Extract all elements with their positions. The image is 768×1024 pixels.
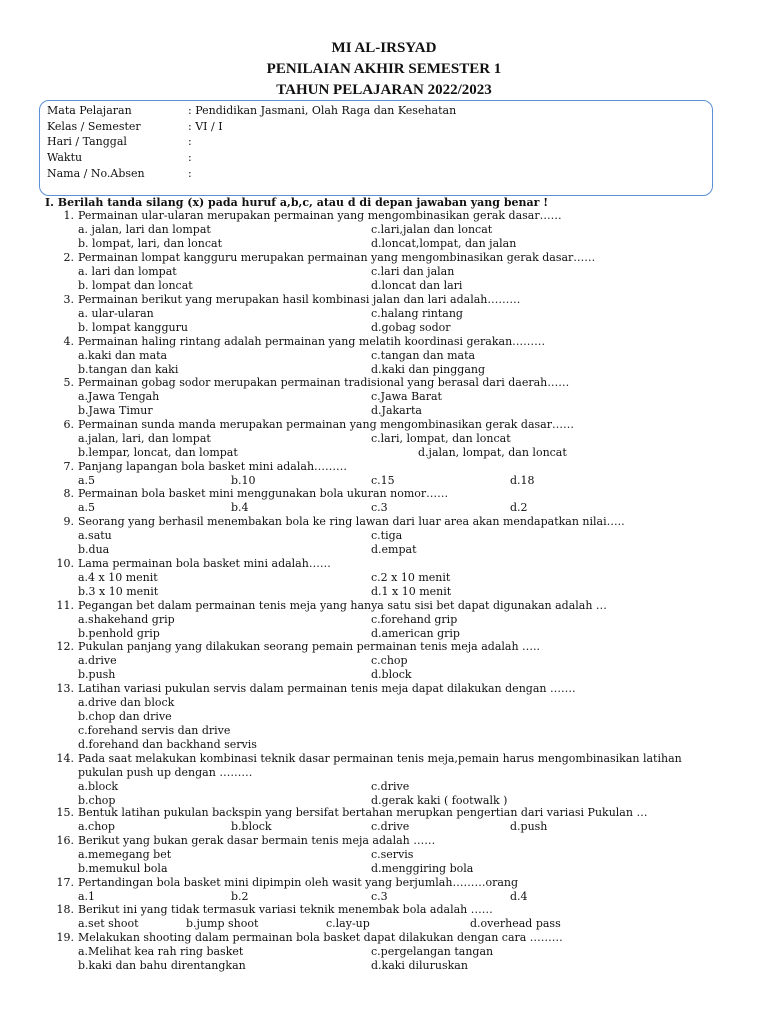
question-text: Permainan ular-ularan merupakan permainan yang mengombinasikan gerak dasar…… (78, 209, 562, 222)
answer-option: b.10 (231, 474, 256, 487)
question-item (0, 515, 768, 529)
answer-option: b.kaki dan bahu direntangkan (78, 959, 246, 972)
question-number: 17. (56, 876, 74, 889)
answer-option: d.gerak kaki ( footwalk ) (371, 794, 508, 807)
info-label: Mata Pelajaran (47, 104, 132, 117)
question-text: Berikut ini yang tidak termasuk variasi teknik menembak bola adalah …… (78, 903, 493, 916)
answer-option: c.halang rintang (371, 307, 463, 320)
answer-option: d.overhead pass (470, 917, 561, 930)
question-text: Permainan sunda manda merupakan permainan yang mengombinasikan gerak dasar…… (78, 418, 574, 431)
info-label: Nama / No.Absen (47, 167, 145, 180)
answer-option: d.2 (510, 501, 528, 514)
answer-option: a.jalan, lari, dan lompat (78, 432, 211, 445)
answer-option: a.drive (78, 654, 117, 667)
answer-option: a.5 (78, 474, 96, 487)
answer-option: b.3 x 10 menit (78, 585, 159, 598)
question-text: Pertandingan bola basket mini dipimpin oleh wasit yang berjumlah………orang (78, 876, 519, 889)
question-text: Pada saat melakukan kombinasi teknik dasar permainan tenis meja,pemain harus mengombinasikan latihan (78, 752, 682, 765)
question-text: Permainan haling rintang adalah permainan yang melatih koordinasi gerakan……… (78, 335, 546, 348)
answer-option: b.penhold grip (78, 627, 160, 640)
answer-option: c.drive (371, 820, 410, 833)
question-text: Melakukan shooting dalam permainan bola basket dapat dilakukan dengan cara ……… (78, 931, 563, 944)
answer-option: d.loncat,lompat, dan jalan (371, 237, 517, 250)
question-text: Permainan lompat kangguru merupakan permainan yang mengombinasikan gerak dasar…… (78, 251, 596, 264)
question-number: 4. (63, 335, 74, 348)
question-number: 11. (56, 599, 74, 612)
question-item (0, 752, 768, 766)
answer-option: b.jump shoot (186, 917, 259, 930)
answer-option: a.drive dan block (78, 696, 175, 709)
answer-option: d.kaki diluruskan (371, 959, 468, 972)
answer-option: a.chop (78, 820, 115, 833)
question-text: Latihan variasi pukulan servis dalam permainan tenis meja dapat dilakukan dengan ……. (78, 682, 576, 695)
info-value: : VI / I (188, 120, 223, 133)
question-item (0, 931, 768, 945)
question-text-continued: pukulan push up dengan ……… (78, 766, 253, 779)
answer-option: a.shakehand grip (78, 613, 175, 626)
question-text: Permainan gobag sodor merupakan permainan tradisional yang berasal dari daerah…… (78, 376, 570, 389)
answer-option: b.2 (231, 890, 249, 903)
answer-option: b.push (78, 668, 116, 681)
answer-option: c.forehand grip (371, 613, 458, 626)
answer-option: c.lari dan jalan (371, 265, 455, 278)
question-item (0, 487, 768, 501)
answer-option: c.pergelangan tangan (371, 945, 494, 958)
answer-option: d.forehand dan backhand servis (78, 738, 257, 751)
question-number: 15. (56, 806, 74, 819)
answer-option: b.chop dan drive (78, 710, 172, 723)
question-item (0, 682, 768, 696)
answer-option: c.forehand servis dan drive (78, 724, 231, 737)
question-number: 12. (56, 640, 74, 653)
question-text: Berikut yang bukan gerak dasar bermain tenis meja adalah …… (78, 834, 436, 847)
question-number: 1. (63, 209, 74, 222)
answer-option: b.block (231, 820, 272, 833)
question-number: 6. (63, 418, 74, 431)
answer-option: b.tangan dan kaki (78, 363, 179, 376)
question-number: 5. (63, 376, 74, 389)
question-item (0, 209, 768, 223)
answer-option: d.menggiring bola (371, 862, 474, 875)
answer-option: c.tiga (371, 529, 403, 542)
question-number: 16. (56, 834, 74, 847)
answer-option: d.jalan, lompat, dan loncat (418, 446, 567, 459)
section-instruction: I. Berilah tanda silang (x) pada huruf a,b,c, atau d di depan jawaban yang benar ! (45, 196, 549, 209)
answer-option: b.lempar, loncat, dan lompat (78, 446, 238, 459)
answer-option: c.15 (371, 474, 395, 487)
question-text: Permainan bola basket mini menggunakan bola ukuran nomor…… (78, 487, 449, 500)
answer-option: c.chop (371, 654, 408, 667)
question-item (0, 640, 768, 654)
answer-option: d.18 (510, 474, 535, 487)
answer-option: b.Jawa Timur (78, 404, 153, 417)
question-item (0, 376, 768, 390)
answer-option: c.3 (371, 501, 388, 514)
question-item (0, 251, 768, 265)
answer-option: a. jalan, lari dan lompat (78, 223, 211, 236)
academic-year: TAHUN PELAJARAN 2022/2023 (276, 82, 492, 98)
question-number: 13. (56, 682, 74, 695)
answer-option: d.kaki dan pinggang (371, 363, 486, 376)
question-item (0, 599, 768, 613)
answer-option: a. lari dan lompat (78, 265, 177, 278)
answer-option: b.4 (231, 501, 249, 514)
school-name: MI AL-IRSYAD (331, 40, 437, 56)
answer-option: c.drive (371, 780, 410, 793)
answer-option: b. lompat kangguru (78, 321, 188, 334)
question-item (0, 876, 768, 890)
question-number: 3. (63, 293, 74, 306)
question-item (0, 806, 768, 820)
question-number: 2. (63, 251, 74, 264)
answer-option: d.Jakarta (371, 404, 422, 417)
answer-option: c.servis (371, 848, 414, 861)
info-value: : (188, 135, 192, 148)
answer-option: d.loncat dan lari (371, 279, 463, 292)
question-text: Seorang yang berhasil menembakan bola ke ring lawan dari luar area akan mendapatkan nilai….. (78, 515, 625, 528)
question-text: Panjang lapangan bola basket mini adalah……… (78, 460, 348, 473)
question-number: 9. (63, 515, 74, 528)
answer-option: a.set shoot (78, 917, 139, 930)
question-item (0, 293, 768, 307)
question-item (0, 418, 768, 432)
question-number: 14. (56, 752, 74, 765)
info-label: Kelas / Semester (47, 120, 141, 133)
question-item (0, 335, 768, 349)
answer-option: a.memegang bet (78, 848, 172, 861)
question-number: 7. (63, 460, 74, 473)
info-value: : (188, 167, 192, 180)
answer-option: b.dua (78, 543, 110, 556)
answer-option: d.4 (510, 890, 528, 903)
question-item (0, 460, 768, 474)
question-text: Bentuk latihan pukulan backspin yang bersifat bertahan merupkan pengertian dari variasi Pukulan … (78, 806, 648, 819)
info-value: : (188, 151, 192, 164)
answer-option: a.5 (78, 501, 96, 514)
answer-option: b.chop (78, 794, 116, 807)
student-info-box (39, 100, 713, 196)
answer-option: c.lari, lompat, dan loncat (371, 432, 511, 445)
answer-option: b. lompat dan loncat (78, 279, 193, 292)
question-item (0, 557, 768, 571)
answer-option: a. ular-ularan (78, 307, 154, 320)
answer-option: a.Jawa Tengah (78, 390, 160, 403)
answer-option: a.4 x 10 menit (78, 571, 158, 584)
answer-option: c.3 (371, 890, 388, 903)
question-text: Permainan berikut yang merupakan hasil kombinasi jalan dan lari adalah……… (78, 293, 521, 306)
answer-option: d.empat (371, 543, 417, 556)
answer-option: a.Melihat kea rah ring basket (78, 945, 244, 958)
answer-option: d.block (371, 668, 412, 681)
info-value: : Pendidikan Jasmani, Olah Raga dan Kesehatan (188, 104, 457, 117)
question-text: Pukulan panjang yang dilakukan seorang pemain permainan tenis meja adalah ….. (78, 640, 541, 653)
info-label: Hari / Tanggal (47, 135, 127, 148)
question-number: 19. (56, 931, 74, 944)
info-label: Waktu (47, 151, 83, 164)
exam-title: PENILAIAN AKHIR SEMESTER 1 (266, 61, 502, 77)
question-item (0, 903, 768, 917)
answer-option: d.gobag sodor (371, 321, 451, 334)
answer-option: c.lari,jalan dan loncat (371, 223, 493, 236)
answer-option: b.memukul bola (78, 862, 168, 875)
answer-option: a.block (78, 780, 119, 793)
answer-option: c.lay-up (326, 917, 370, 930)
question-number: 18. (56, 903, 74, 916)
answer-option: c.2 x 10 menit (371, 571, 451, 584)
question-text: Pegangan bet dalam permainan tenis meja yang hanya satu sisi bet dapat digunakan adalah … (78, 599, 607, 612)
answer-option: b. lompat, lari, dan loncat (78, 237, 223, 250)
answer-option: a.kaki dan mata (78, 349, 168, 362)
question-number: 8. (63, 487, 74, 500)
question-number: 10. (56, 557, 74, 570)
question-item (0, 834, 768, 848)
answer-option: d.push (510, 820, 548, 833)
answer-option: d.1 x 10 menit (371, 585, 452, 598)
answer-option: a.1 (78, 890, 96, 903)
answer-option: c.tangan dan mata (371, 349, 476, 362)
question-text: Lama permainan bola basket mini adalah…… (78, 557, 331, 570)
answer-option: d.american grip (371, 627, 460, 640)
answer-option: a.satu (78, 529, 112, 542)
answer-option: c.Jawa Barat (371, 390, 442, 403)
